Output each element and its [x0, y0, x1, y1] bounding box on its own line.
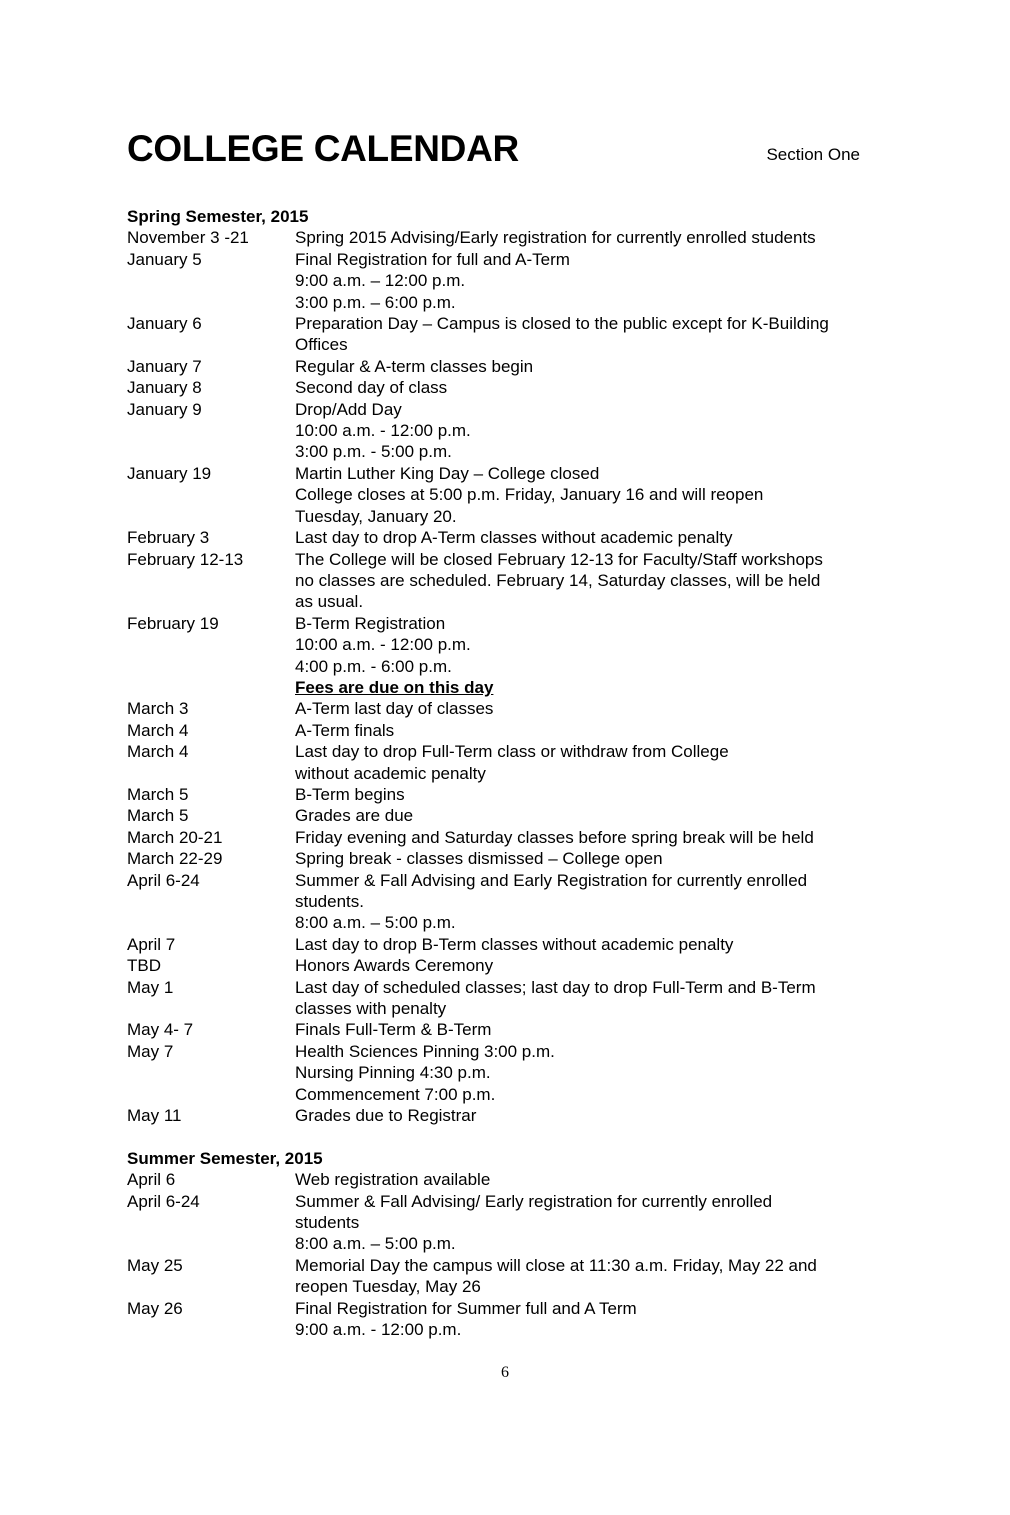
entry-line: 3:00 p.m. - 5:00 p.m.	[295, 442, 452, 462]
entry-line: A-Term last day of classes	[295, 699, 494, 719]
calendar-entry	[127, 527, 907, 548]
entry-line: Commencement 7:00 p.m.	[295, 1084, 496, 1104]
entry-line: classes with penalty	[295, 999, 447, 1019]
section-label: Section One	[766, 145, 860, 164]
entry-line: Web registration available	[295, 1170, 491, 1190]
entry-line: 9:00 a.m. – 12:00 p.m.	[295, 271, 466, 291]
entry-date: April 7	[127, 934, 176, 954]
entry-line: as usual.	[295, 592, 364, 612]
calendar-entry	[127, 1298, 907, 1341]
calendar-entry	[127, 955, 907, 976]
entry-description	[295, 805, 907, 826]
calendar-entry	[127, 1041, 907, 1105]
entry-date: January 19	[127, 463, 212, 483]
entry-description	[295, 955, 907, 976]
entry-description	[295, 463, 907, 527]
entry-line: 10:00 a.m. - 12:00 p.m.	[295, 421, 471, 441]
entry-description	[295, 313, 907, 356]
page-header	[127, 127, 867, 171]
calendar-entry	[127, 805, 907, 826]
entry-description	[295, 698, 907, 719]
entry-date: March 20-21	[127, 827, 223, 847]
calendar-entry	[127, 613, 907, 699]
entry-line: Finals Full-Term & B-Term	[295, 1020, 492, 1040]
entry-line: 10:00 a.m. - 12:00 p.m.	[295, 635, 471, 655]
entry-line: Tuesday, January 20.	[295, 506, 457, 526]
entry-line: Drop/Add Day	[295, 399, 402, 419]
entry-line: Friday evening and Saturday classes before spring break will be held	[295, 827, 814, 847]
entry-description	[295, 784, 907, 805]
entry-line: Last day to drop Full-Term class or withdraw from College	[295, 742, 729, 762]
entry-line: Last day to drop B-Term classes without academic penalty	[295, 934, 734, 954]
entry-description	[295, 227, 907, 248]
calendar-entry	[127, 356, 907, 377]
entry-line: Summer & Fall Advising/ Early registration for currently enrolled	[295, 1191, 773, 1211]
entry-date: January 9	[127, 399, 202, 419]
calendar-section	[127, 206, 907, 1126]
entry-description	[295, 1298, 907, 1341]
fees-due-notice: Fees are due on this day	[295, 677, 494, 697]
entry-line: Regular & A-term classes begin	[295, 356, 534, 376]
entry-description	[295, 549, 907, 613]
section-heading: Spring Semester, 2015	[127, 207, 309, 226]
entry-line: B-Term Registration	[295, 613, 446, 633]
calendar-entry	[127, 1255, 907, 1298]
entry-date: November 3 -21	[127, 228, 249, 248]
entry-description	[295, 720, 907, 741]
entry-date: February 3	[127, 528, 210, 548]
entry-line: 9:00 a.m. - 12:00 p.m.	[295, 1320, 462, 1340]
calendar-entry	[127, 934, 907, 955]
entry-description	[295, 1191, 907, 1255]
section-heading: Summer Semester, 2015	[127, 1148, 323, 1168]
entry-description	[295, 1019, 907, 1040]
entry-line: Second day of class	[295, 378, 448, 398]
calendar-section	[127, 1148, 907, 1341]
entry-line: Offices	[295, 335, 348, 355]
entry-line: 4:00 p.m. - 6:00 p.m.	[295, 656, 452, 676]
entry-description	[295, 377, 907, 398]
entry-date: March 3	[127, 699, 189, 719]
entry-description	[295, 848, 907, 869]
entry-date: March 5	[127, 784, 189, 804]
entry-date: March 5	[127, 806, 189, 826]
calendar-entry	[127, 1191, 907, 1255]
entry-description	[295, 827, 907, 848]
calendar-entry	[127, 549, 907, 613]
calendar-entry	[127, 1105, 907, 1126]
calendar-entry	[127, 720, 907, 741]
entry-line: 3:00 p.m. – 6:00 p.m.	[295, 292, 456, 312]
calendar-content	[127, 206, 907, 1341]
entry-description	[295, 870, 907, 934]
entry-date: March 22-29	[127, 849, 223, 869]
entry-line: Spring break - classes dismissed – College open	[295, 849, 663, 869]
entry-line: Preparation Day – Campus is closed to the public except for K-Building	[295, 314, 829, 334]
calendar-entry	[127, 313, 907, 356]
entry-description	[295, 356, 907, 377]
entry-line: College closes at 5:00 p.m. Friday, January 16 and will reopen	[295, 485, 764, 505]
entry-description	[295, 934, 907, 955]
calendar-entry	[127, 399, 907, 463]
entry-date: May 11	[127, 1106, 182, 1126]
entry-description	[295, 741, 907, 784]
entry-date: May 4- 7	[127, 1020, 194, 1040]
entry-date: January 8	[127, 378, 202, 398]
entry-date: TBD	[127, 956, 161, 976]
entry-line: Health Sciences Pinning 3:00 p.m.	[295, 1041, 555, 1061]
entry-line: Grades are due	[295, 806, 414, 826]
entry-date: May 26	[127, 1298, 183, 1318]
calendar-entry	[127, 741, 907, 784]
entry-line: Last day of scheduled classes; last day to drop Full-Term and B-Term	[295, 977, 816, 997]
entry-line: 8:00 a.m. – 5:00 p.m.	[295, 1234, 456, 1254]
entry-date: January 6	[127, 314, 202, 334]
calendar-entry	[127, 463, 907, 527]
calendar-entry	[127, 848, 907, 869]
calendar-entry	[127, 870, 907, 934]
entry-line: Final Registration for full and A-Term	[295, 249, 570, 269]
entry-date: February 19	[127, 613, 219, 633]
entry-description	[295, 527, 907, 548]
entry-date: February 12-13	[127, 549, 244, 569]
entry-date: May 1	[127, 977, 174, 997]
entry-line: A-Term finals	[295, 720, 395, 740]
calendar-entry	[127, 698, 907, 719]
calendar-entry	[127, 377, 907, 398]
entry-description	[295, 1041, 907, 1105]
entry-line: Memorial Day the campus will close at 11:30 a.m. Friday, May 22 and	[295, 1255, 817, 1275]
entry-line: 8:00 a.m. – 5:00 p.m.	[295, 913, 456, 933]
calendar-entry	[127, 1169, 907, 1190]
entry-line: Final Registration for Summer full and A Term	[295, 1298, 637, 1318]
entry-line: Grades due to Registrar	[295, 1106, 477, 1126]
page-number: 6	[501, 1364, 509, 1381]
entry-description	[295, 1169, 907, 1190]
calendar-entry	[127, 827, 907, 848]
entry-date: April 6-24	[127, 1191, 200, 1211]
page-title: COLLEGE CALENDAR	[127, 128, 519, 169]
entry-date: March 4	[127, 742, 189, 762]
calendar-entry	[127, 1019, 907, 1040]
entry-line: students.	[295, 892, 364, 911]
entry-description	[295, 1105, 907, 1126]
entry-date: March 4	[127, 720, 189, 740]
entry-line: students	[295, 1213, 360, 1233]
entry-date: May 25	[127, 1255, 183, 1275]
entry-line: Honors Awards Ceremony	[295, 956, 494, 976]
entry-line: Last day to drop A-Term classes without academic penalty	[295, 528, 733, 548]
entry-line: no classes are scheduled. February 14, Saturday classes, will be held	[295, 570, 821, 590]
entry-date: April 6-24	[127, 870, 200, 890]
entry-line: without academic penalty	[295, 763, 486, 783]
entry-description	[295, 613, 907, 699]
calendar-entry	[127, 977, 907, 1020]
entry-description	[295, 399, 907, 463]
entry-line: B-Term begins	[295, 784, 405, 804]
entry-description	[295, 1255, 907, 1298]
calendar-entry	[127, 227, 907, 248]
entry-line: Spring 2015 Advising/Early registration for currently enrolled students	[295, 228, 816, 248]
entry-date: April 6	[127, 1170, 176, 1190]
entry-line: Summer & Fall Advising and Early Registration for currently enrolled	[295, 870, 808, 890]
entry-line: Nursing Pinning 4:30 p.m.	[295, 1063, 491, 1083]
calendar-entry	[127, 784, 907, 805]
calendar-entry	[127, 249, 907, 313]
entry-line: Martin Luther King Day – College closed	[295, 463, 600, 483]
entry-date: May 7	[127, 1041, 174, 1061]
entry-line: The College will be closed February 12-13 for Faculty/Staff workshops	[295, 549, 823, 569]
entry-description	[295, 249, 907, 313]
entry-line: reopen Tuesday, May 26	[295, 1277, 481, 1297]
entry-description	[295, 977, 907, 1020]
entry-date: January 7	[127, 356, 202, 376]
entry-date: January 5	[127, 249, 202, 269]
